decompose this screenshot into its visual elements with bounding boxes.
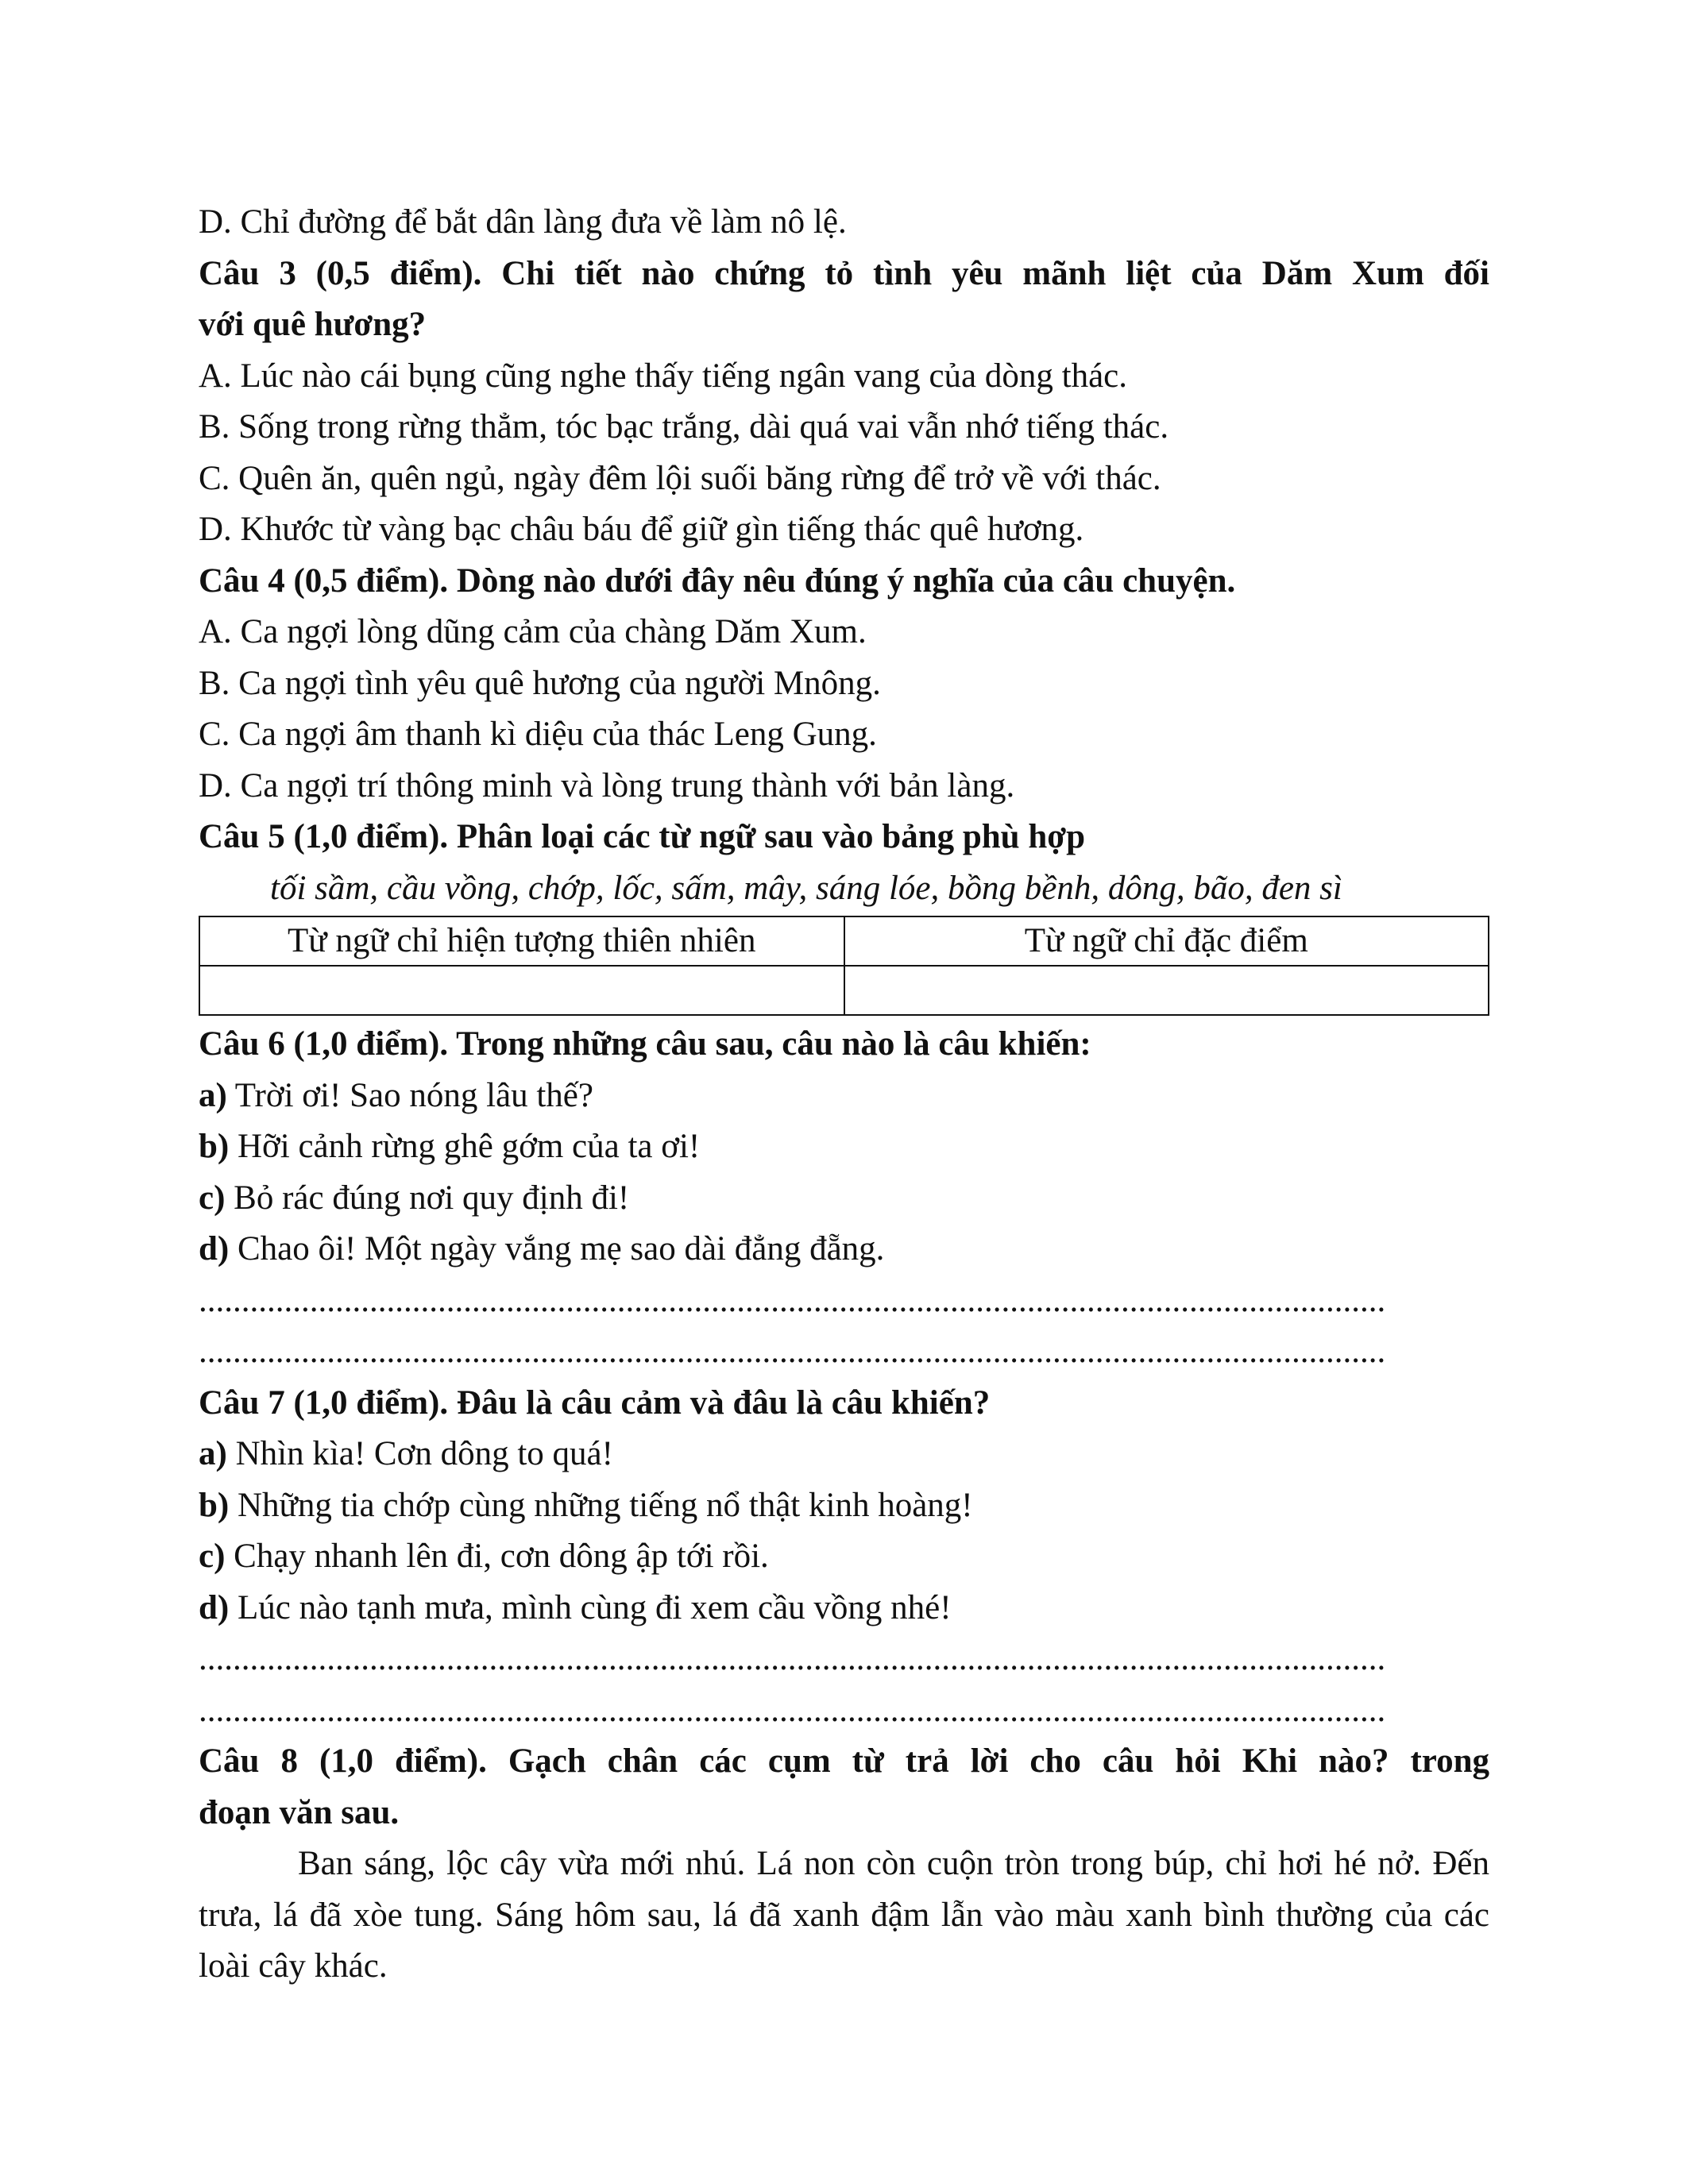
q3-title-line1: Câu 3 (0,5 điểm). Chi tiết nào chứng tỏ tình yêu mãnh liệt của Dăm Xum đối <box>199 254 1489 292</box>
q7-answer-line-1[interactable]: ........................................................................................................................................... <box>199 1640 1386 1677</box>
q4-option-c: C. Ca ngợi âm thanh kì diệu của thác Leng Gung. <box>199 716 877 753</box>
q7-item-b-text: Những tia chớp cùng những tiếng nổ thật kinh hoàng! <box>229 1486 973 1524</box>
q7-item-a-text: Nhìn kìa! Cơn dông to quá! <box>226 1435 613 1472</box>
q7-item-c-label: c) <box>199 1538 226 1575</box>
q6-item-c-text: Bỏ rác đúng nơi quy định đi! <box>225 1179 630 1217</box>
q2-option-d: D. Chỉ đường để bắt dân làng đưa về làm nô lệ. <box>199 203 847 241</box>
q5-word-list: tối sầm, cầu vồng, chớp, lốc, sấm, mây, sáng lóe, bồng bềnh, dông, bão, đen sì <box>270 869 1342 907</box>
q8-title-line1: Câu 8 (1,0 điểm). Gạch chân các cụm từ trả lời cho câu hỏi Khi nào? trong <box>199 1742 1489 1780</box>
q6-item-d-label: d) <box>199 1230 230 1268</box>
q6-item-d-text: Chao ôi! Một ngày vắng mẹ sao dài đẳng đẵng. <box>229 1230 885 1268</box>
q5-title: Câu 5 (1,0 điểm). Phân loại các từ ngữ sau vào bảng phù hợp <box>199 818 1085 855</box>
q7-item-d-text: Lúc nào tạnh mưa, mình cùng đi xem cầu vồng nhé! <box>229 1588 952 1626</box>
q3-title-line2: với quê hương? <box>199 306 427 343</box>
q7-answer-line-2[interactable]: ........................................................................................................................................... <box>199 1691 1386 1729</box>
q7-item-b-label: b) <box>199 1486 230 1524</box>
q3-option-d: D. Khước từ vàng bạc châu báu để giữ gìn tiếng thác quê hương. <box>199 511 1084 548</box>
q6-item-a <box>199 1071 1489 1122</box>
q3-option-a: A. Lúc nào cái bụng cũng nghe thấy tiếng ngân vang của dòng thác. <box>199 357 1127 395</box>
q6-item-c <box>199 1173 1489 1225</box>
q6-answer-line-1[interactable]: ........................................................................................................................................... <box>199 1281 1386 1319</box>
q6-item-b-label: b) <box>199 1128 230 1165</box>
q7-title: Câu 7 (1,0 điểm). Đâu là câu cảm và đâu là câu khiến? <box>199 1383 991 1422</box>
q6-title: Câu 6 (1,0 điểm). Trong những câu sau, câu nào là câu khiến: <box>199 1025 1091 1063</box>
table-header-row <box>199 916 1489 966</box>
q4-option-b: B. Ca ngợi tình yêu quê hương của người Mnông. <box>199 664 881 702</box>
table-header-nature: Từ ngữ chỉ hiện tượng thiên nhiên <box>199 916 844 966</box>
q7-item-a <box>199 1429 1489 1480</box>
q3-option-c: C. Quên ăn, quên ngủ, ngày đêm lội suối băng rừng để trở về với thác. <box>199 459 1161 497</box>
document-page <box>199 197 1489 1993</box>
q8-title-line2: đoạn văn sau. <box>199 1793 400 1831</box>
q7-item-a-label: a) <box>199 1435 227 1472</box>
q4-title: Câu 4 (0,5 điểm). Dòng nào dưới đây nêu đúng ý nghĩa của câu chuyện. <box>199 561 1236 600</box>
q8-paragraph: Ban sáng, lộc cây vừa mới nhú. Lá non còn cuộn tròn trong búp, chỉ hơi hé nở. Đến trưa, lá đã xòe tung. Sáng hôm sau, lá đã xanh đậm lẫn vào màu xanh bình thường của các loài cây khác. <box>199 1845 1489 1985</box>
q7-item-c-text: Chạy nhanh lên đi, cơn dông ập tới rồi. <box>225 1538 769 1575</box>
q6-item-a-text: Trời ơi! Sao nóng lâu thế? <box>226 1076 593 1114</box>
q3-option-b: B. Sống trong rừng thẳm, tóc bạc trắng, dài quá vai vẫn nhớ tiếng thác. <box>199 408 1169 446</box>
q4-option-a: A. Ca ngợi lòng dũng cảm của chàng Dăm Xum. <box>199 613 867 650</box>
q7-item-b <box>199 1480 1489 1532</box>
q6-answer-line-2[interactable]: ........................................................................................................................................... <box>199 1333 1386 1370</box>
q4-option-d: D. Ca ngợi trí thông minh và lòng trung thành với bản làng. <box>199 766 1015 805</box>
q7-item-d <box>199 1583 1489 1634</box>
table-header-feature: Từ ngữ chỉ đặc điểm <box>844 916 1489 966</box>
q5-classification-table <box>199 916 1489 1016</box>
q6-item-b <box>199 1121 1489 1173</box>
q7-item-d-label: d) <box>199 1588 230 1626</box>
table-answer-row <box>199 966 1489 1015</box>
q6-item-c-label: c) <box>199 1179 226 1217</box>
q6-item-d <box>199 1224 1489 1275</box>
q6-item-b-text: Hỡi cảnh rừng ghê gớm của ta ơi! <box>229 1128 701 1165</box>
table-answer-cell-nature[interactable] <box>199 966 844 1015</box>
q7-item-c <box>199 1531 1489 1583</box>
table-answer-cell-feature[interactable] <box>844 966 1489 1015</box>
q6-item-a-label: a) <box>199 1076 227 1114</box>
